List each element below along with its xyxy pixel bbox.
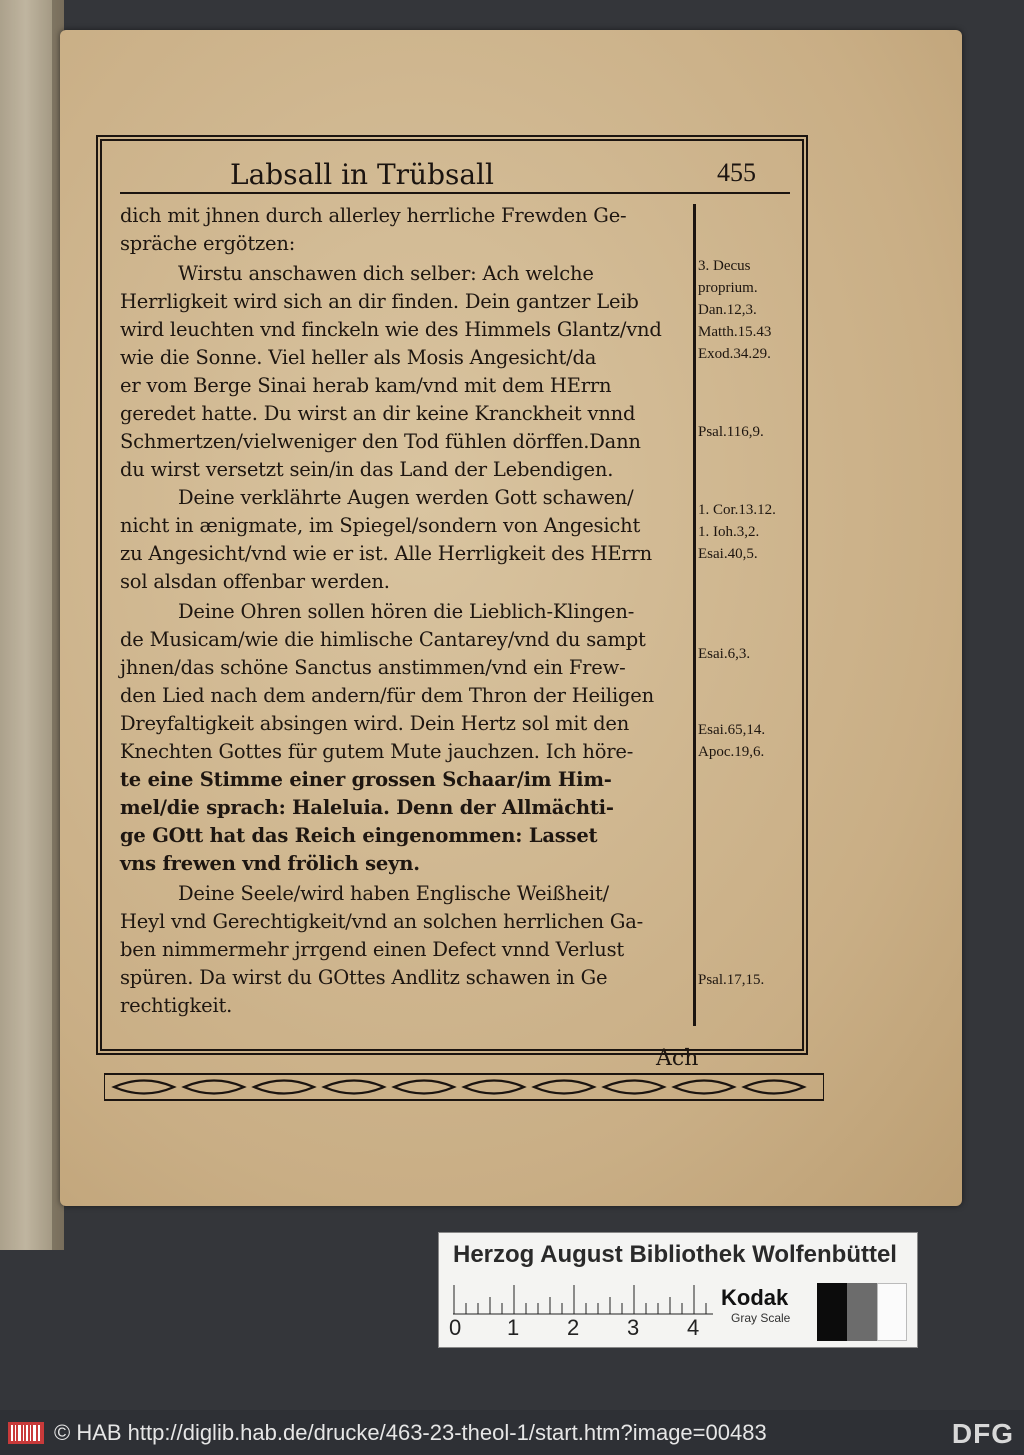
text-line: spräche ergötzen: [120,232,296,255]
text-line: nicht in ænigmate, im Spiegel/sondern von Angesicht [120,514,641,537]
black-swatch [817,1283,847,1341]
margin-note: Esai.6,3. [698,646,751,662]
text-line: geredet hatte. Du wirst an dir keine Kranckheit vnnd [120,402,636,425]
text-line: du wirst versetzt sein/in das Land der Lebendigen. [120,458,614,481]
text-line: te eine Stimme einer grossen Schaar/im Him- [120,768,612,791]
text-line: Schmertzen/vielweniger den Tod fühlen dörffen.Dann [120,430,641,453]
text-line: dich mit jhnen durch allerley herrliche Frewden Ge- [120,204,627,227]
text-line: vns frewen vnd frölich seyn. [120,852,420,875]
text-line: zu Angesicht/vnd wie er ist. Alle Herrligkeit des HErrn [120,542,653,565]
text-line: jhnen/das schöne Sanctus anstimmen/vnd ein Frew- [120,656,626,679]
margin-note: 1. Cor.13.12. [698,502,776,518]
gray-scale-label: Gray Scale [731,1311,791,1325]
barcode-icon [8,1422,44,1444]
text-line: er vom Berge Sinai herab kam/vnd mit dem HErrn [120,374,612,397]
text-line: Deine verklährte Augen werden Gott schawen/ [178,486,634,509]
dfg-logo: DFG [951,1418,1014,1449]
ruler-numbers [449,1315,709,1345]
margin-note: 3. Decus [698,258,751,274]
text-line: sol alsdan offenbar werden. [120,570,390,593]
ruler-number: 2 [567,1315,580,1340]
ruler-scale [453,1281,715,1315]
copyright-link[interactable]: © HAB http://diglib.hab.de/drucke/463-23-theol-1/start.htm?image=00483 [54,1420,767,1445]
text-line: wie die Sonne. Viel heller als Mosis Angesicht/da [120,346,597,369]
text-line: Knechten Gottes für gutem Mute jauchzen. Ich höre- [120,740,634,763]
text-line: Deine Seele/wird haben Englische Weißheit/ [178,882,609,905]
text-line: rechtigkeit. [120,994,233,1017]
margin-note: Matth.15.43 [698,324,772,340]
text-line: Heyl vnd Gerechtigkeit/vnd an solchen herrlichen Ga- [120,910,644,933]
margin-note: Psal.116,9. [698,424,764,440]
text-line: Dreyfaltigkeit absingen wird. Dein Hertz sol mit den [120,712,630,735]
page-number: 455 [717,158,756,187]
text-line: spüren. Da wirst du GOttes Andlitz schawen in Ge [120,966,608,989]
text-line: wird leuchten vnd finckeln wie des Himmels Glantz/vnd [120,318,662,341]
running-head [120,158,790,194]
catchword: Ach [656,1046,699,1071]
institution-name: Herzog August Bibliothek Wolfenbüttel [453,1241,897,1268]
margin-note: proprium. [698,280,758,296]
margin-note: Exod.34.29. [698,346,771,362]
ruler-number: 3 [627,1315,640,1340]
color-target-card [438,1232,918,1348]
running-title: Labsall in Trübsall [230,158,494,191]
ruler-number: 0 [449,1315,462,1340]
text-line: Deine Ohren sollen hören die Lieblich-Klingen- [178,600,635,623]
footer-bar [0,1410,1024,1455]
white-swatch [877,1283,907,1341]
ruler-number: 4 [687,1315,700,1340]
text-line: de Musicam/wie die himlische Cantarey/vnd du sampt [120,628,646,651]
kodak-logo: Kodak [721,1285,789,1310]
facing-page-edge [0,0,64,1250]
text-line: den Lied nach dem andern/für dem Thron der Heiligen [120,684,654,707]
ornamental-border [104,1072,824,1102]
main-text-block [112,204,696,1026]
ruler-number: 1 [507,1315,520,1340]
margin-note: Dan.12,3. [698,302,757,318]
text-line: ben nimmermehr jrrgend einen Defect vnnd Verlust [120,938,625,961]
margin-note: Psal.17,15. [698,972,765,988]
text-line: mel/die sprach: Haleluia. Denn der Allmächti- [120,796,614,819]
margin-note: Apoc.19,6. [698,744,765,760]
margin-note: Esai.40,5. [698,546,758,562]
text-line: Herrligkeit wird sich an dir finden. Dein gantzer Leib [120,290,639,313]
text-line: ge GOtt hat das Reich eingenommen: Lasset [120,824,598,847]
gray-swatch [847,1283,877,1341]
margin-note: 1. Ioh.3,2. [698,524,760,540]
margin-note: Esai.65,14. [698,722,766,738]
gray-swatches [817,1283,907,1341]
text-line: Wirstu anschawen dich selber: Ach welche [178,262,594,285]
